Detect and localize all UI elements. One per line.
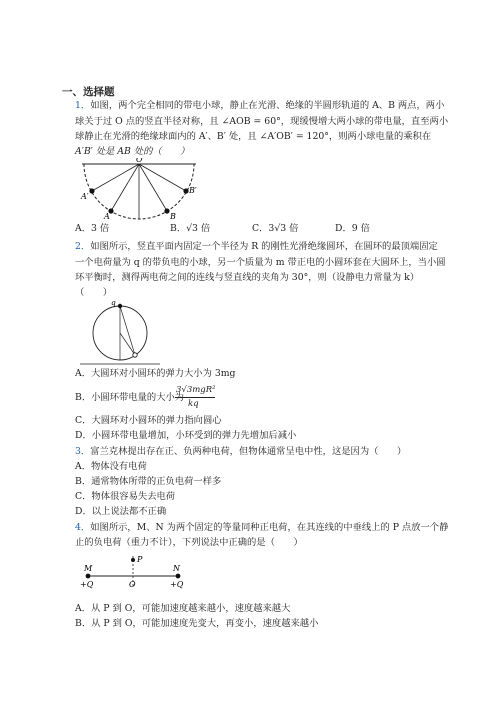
q2-radius-line <box>120 333 135 355</box>
q2-option-d: D．小圆环带电量增加，小环受到的弹力先增加后减小 <box>75 430 297 441</box>
q2-line-4: （ ） <box>75 287 113 298</box>
q1-option-a: A．3 倍 <box>75 223 110 234</box>
q4-number: 4． <box>75 522 91 533</box>
q1-line-2: 球关于过 O 点的竖直半径对称，且 ∠AOB = 60°，现缓慢增大两小球的带电量，直至两小 <box>75 116 449 127</box>
q1-radius-oa1 <box>92 164 139 191</box>
q1-label-a1: A′ <box>81 192 89 201</box>
q2-fraction-denominator: kq <box>188 399 199 409</box>
q2-line-1: 2．如图所示，竖直平面内固定一个半径为 R 的刚性光滑绝缘圆环，在圆环的最顶端固定 <box>75 241 438 252</box>
q1-radius-ob1 <box>139 164 186 191</box>
q2-option-c: C．大圆环对小圆环的弹力指向圆心 <box>75 415 222 426</box>
q4-point-p <box>131 558 135 562</box>
q2-top-charge <box>118 304 122 308</box>
section-title: 一、选择题 <box>62 86 115 98</box>
q1-label-b1: B′ <box>189 186 197 195</box>
q1-line-3: 球静止在光滑的绝缘球面内的 A′、B′ 处，且 ∠A′OB′ = 120°，则两小球电量的乘积在 <box>75 131 432 142</box>
q2-line-3: 环平衡时，测得两电荷之间的连线与竖直线的夹角为 30°，则（设静电力常量为 k） <box>75 272 420 283</box>
q4-line-2: 止的负电荷（重力不计），下列说法中正确的是（ ） <box>75 537 303 548</box>
q2-option-a: A．大圆环对小圆环的弹力大小为 3mg <box>75 368 236 379</box>
q4-label-m: M <box>84 564 93 573</box>
q3-number: 3． <box>75 446 91 457</box>
q3-line-1: 3．富兰克林提出存在正、负两种电荷，但物体通常呈电中性，这是因为（ ） <box>75 446 407 457</box>
q4-option-b: B．从 P 到 O，可能加速度先变大，再变小，速度越来越小 <box>75 618 319 629</box>
q1-line-1: 1．如图，两个完全相同的带电小球，静止在光滑、绝缘的半圆形轨道的 A、B 两点，两小 <box>75 100 445 111</box>
q1-line-4: A′B′ 处是 AB 处的（ ） <box>75 146 190 157</box>
q4-charge-m <box>86 574 91 579</box>
q2-fraction-numerator: 3√3mgR² <box>176 385 216 395</box>
q1-ball-a1 <box>89 188 94 193</box>
q1-ball-b1 <box>183 188 188 193</box>
q3-option-c: C．物体很容易失去电荷 <box>75 491 176 502</box>
q2-option-b: B．小圆环带电量的大小为 <box>75 392 185 403</box>
q1-radius-oa <box>111 164 139 211</box>
q1-label-o: O <box>136 158 143 164</box>
q4-label-q-right: +Q <box>170 580 184 589</box>
q1-option-d: D．9 倍 <box>335 223 370 234</box>
q4-charges-figure <box>80 552 190 598</box>
q4-label-n: N <box>173 564 180 573</box>
q2-charge-line <box>120 306 135 355</box>
q1-label-b: B <box>170 212 176 220</box>
q2-line-2: 一个电荷量为 q 的带负电的小球，另一个质量为 m 带正电的小圆环套在大圆环上，当小圆 <box>75 257 446 268</box>
q2-ring-figure <box>80 300 160 366</box>
q1-option-b: B．√3 倍 <box>170 223 211 234</box>
q4-label-o: O <box>129 580 136 589</box>
q2-small-ring <box>133 353 137 357</box>
q1-radius-ob <box>139 164 167 211</box>
q2-label-q: q <box>111 300 116 307</box>
q1-label-a: A <box>104 212 110 220</box>
q4-charge-n <box>176 574 181 579</box>
q4-label-p: P <box>137 555 143 564</box>
q4-option-a: A．从 P 到 O，可能加速度越来越小，速度越来越大 <box>75 603 291 614</box>
q3-option-d: D．以上说法都不正确 <box>75 506 167 517</box>
q1-semicircle-figure <box>78 158 208 220</box>
q3-option-a: A．物体没有电荷 <box>75 461 147 472</box>
q2-number: 2． <box>75 241 91 252</box>
q3-option-b: B．通常物体所带的正负电荷一样多 <box>75 476 222 487</box>
q1-option-c: C．3√3 倍 <box>252 223 299 234</box>
q4-label-q-left: +Q <box>80 580 94 589</box>
q4-line-1: 4．如图所示，M、N 为两个固定的等量同种正电荷，在其连线的中垂线上的 P 点放一个静 <box>75 522 449 533</box>
q1-number: 1． <box>75 100 91 111</box>
q1-ball-b <box>164 208 169 213</box>
